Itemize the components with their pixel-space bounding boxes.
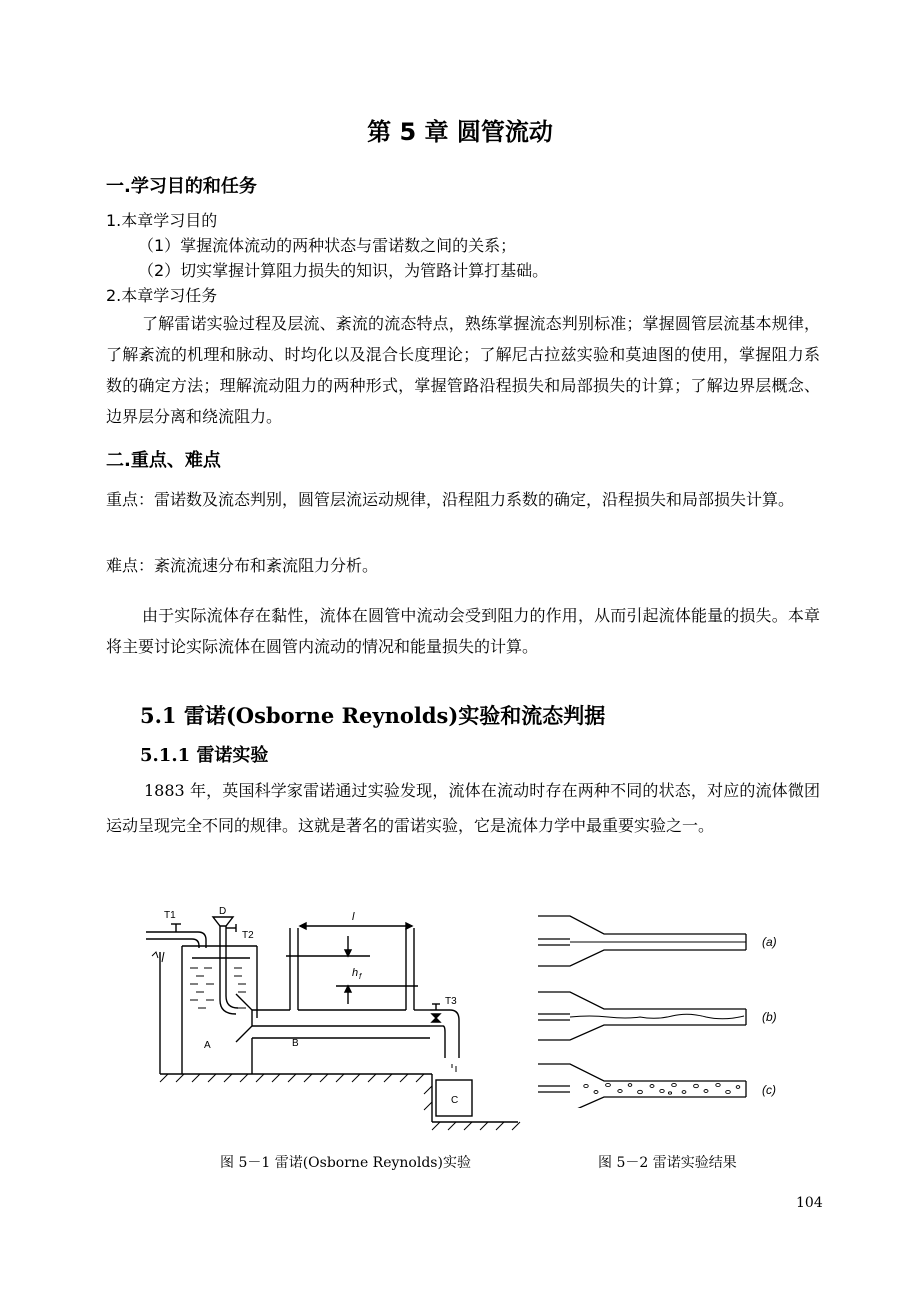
section-heading-objectives: 一.学习目的和任务 [106,176,257,197]
label-l: l [352,911,355,923]
intro-paragraph: 由于实际流体存在黏性，流体在圆管中流动会受到阻力的作用，从而引起流体能量的损失。本章将主要讨论实际流体在圆管内流动的情况和能量损失的计算。 [106,606,820,656]
reynolds-apparatus-figure [140,896,525,1136]
page-number: 104 [796,1195,823,1211]
label-b: B [292,1038,299,1049]
section-heading-key-points: 二.重点、难点 [106,450,221,471]
objective-item-2: （2）切实掌握计算阻力损失的知识，为管路计算打基础。 [138,261,549,280]
tasks-paragraph: 了解雷诺实验过程及层流、紊流的流态特点，熟练掌握流态判别标准；掌握圆管层流基本规律，了解紊流的机理和脉动、时均化以及混合长度理论；了解尼古拉兹实验和莫迪图的使用，掌握阻力系数的确定方法；理解流动阻力的两种形式，掌握管路沿程损失和局部损失的计算；了解边界层概念、边界层分离和绕流阻力。 [106,314,820,426]
label-a: A [204,1040,211,1051]
key-points-paragraph: 重点：雷诺数及流态判别，圆管层流运动规律，沿程阻力系数的确定，沿程损失和局部损失计算。 [106,490,795,509]
label-result-b: (b) [762,1010,777,1024]
subheading-tasks: 2.本章学习任务 [106,286,218,305]
label-hf: h [352,967,359,979]
label-hf-subscript: f [359,972,362,981]
label-c: C [451,1095,459,1106]
label-result-c: (c) [762,1083,776,1097]
result-b [538,992,777,1040]
objective-item-1: （1）掌握流体流动的两种状态与雷诺数之间的关系； [138,236,517,255]
subheading-objectives: 1.本章学习目的 [106,211,218,230]
label-t1: T1 [164,910,176,921]
difficult-points: 难点：紊流流速分布和紊流阻力分析。 [106,556,379,575]
label-t3: T3 [445,996,457,1007]
result-a [538,916,777,966]
section-5-1-1-heading: 5.1.1 雷诺实验 [140,745,269,766]
chapter-title: 第 5 章 圆管流动 [367,118,553,146]
reynolds-results-figure [530,908,800,1108]
label-d: D [219,906,227,917]
result-c [538,1064,776,1108]
label-result-a: (a) [762,935,777,949]
experiment-paragraph: 1883 年，英国科学家雷诺通过实验发现，流体在流动时存在两种不同的状态，对应的流体微团运动呈现完全不同的规律。这就是著名的雷诺实验，它是流体力学中最重要实验之一。 [106,781,820,835]
figure-5-2-caption: 图 5－2 雷诺实验结果 [598,1155,737,1171]
label-t2: T2 [242,930,254,941]
section-5-1-heading: 5.1 雷诺(Osborne Reynolds)实验和流态判据 [140,703,606,728]
figure-5-1-caption: 图 5－1 雷诺(Osborne Reynolds)实验 [220,1155,471,1171]
